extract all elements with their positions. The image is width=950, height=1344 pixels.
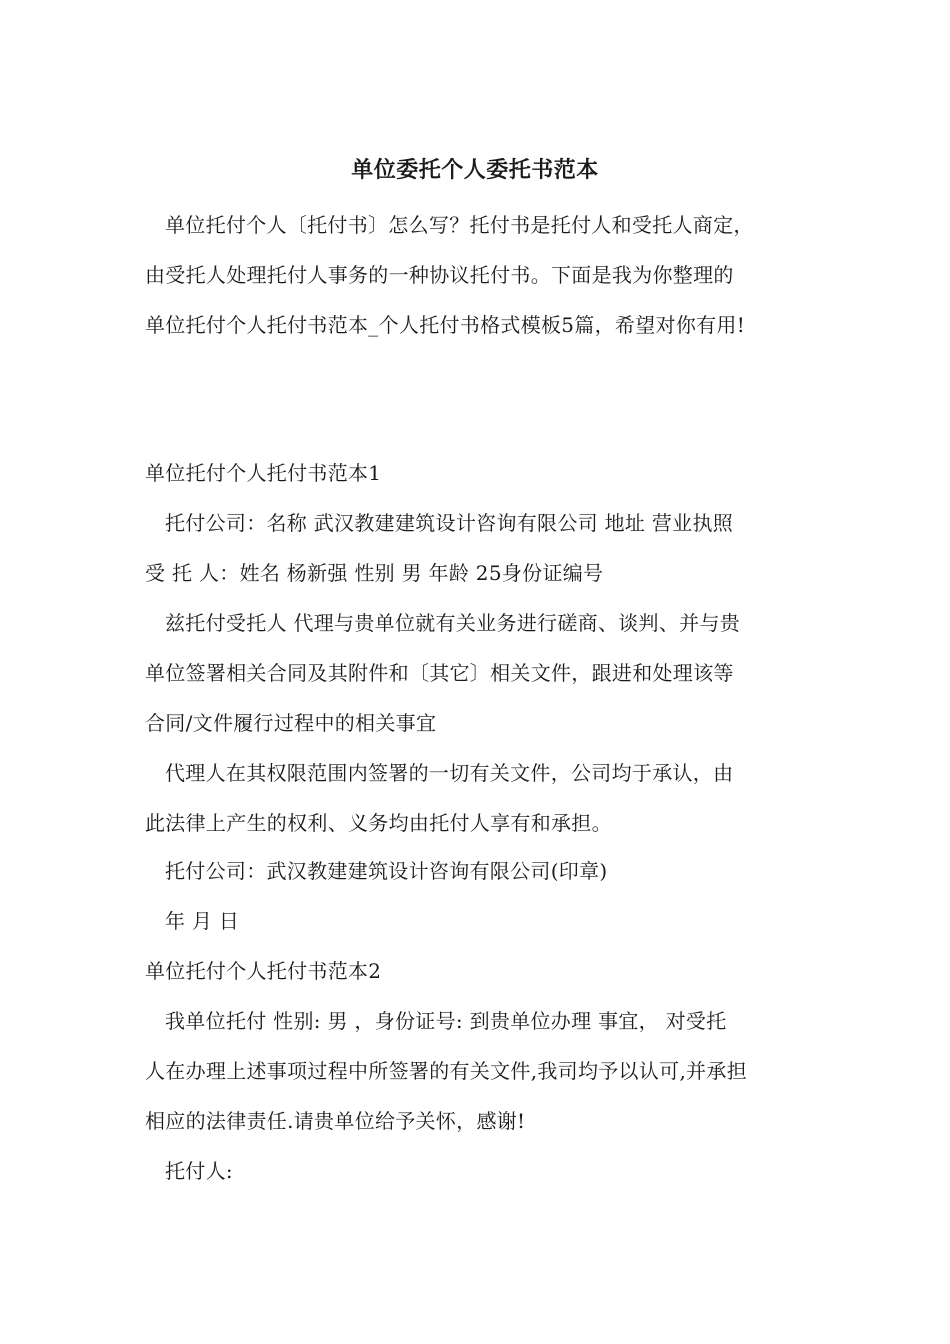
paragraph-line: 人在办理上述事项过程中所签署的有关文件,我司均予以认可,并承担 (145, 1059, 748, 1083)
paragraph-line: 托付公司：名称 武汉教建建筑设计咨询有限公司 地址 营业执照 (165, 511, 734, 535)
paragraph-line: 相应的法律责任.请贵单位给予关怀，感谢! (145, 1109, 526, 1133)
paragraph-line: 代理人在其权限范围内签署的一切有关文件，公司均于承认，由 (165, 761, 734, 785)
paragraph-line: 单位托付个人托付书范本_个人托付书格式模板5篇，希望对你有用! (145, 313, 746, 337)
paragraph-line: 由受托人处理托付人事务的一种协议托付书。下面是我为你整理的 (145, 263, 734, 287)
date-line: 年 月 日 (165, 909, 240, 933)
section-heading: 单位托付个人托付书范本1 (145, 461, 382, 485)
paragraph-line: 受 托 人：姓名 杨新强 性别 男 年龄 25身份证编号 (145, 561, 604, 585)
paragraph-line: 合同/文件履行过程中的相关事宜 (145, 711, 437, 735)
paragraph-line: 我单位托付 性别: 男 ，身份证号: 到贵单位办理 事宜， 对受托 (165, 1009, 727, 1033)
paragraph-line: 单位托付个人〔托付书〕怎么写？托付书是托付人和受托人商定， (165, 213, 754, 237)
signature-line: 托付人: (165, 1159, 233, 1183)
paragraph-line: 托付公司：武汉教建建筑设计咨询有限公司(印章) (165, 859, 608, 883)
paragraph-line: 单位签署相关合同及其附件和〔其它〕相关文件，跟进和处理该等 (145, 661, 734, 685)
paragraph-line: 兹托付受托人 代理与贵单位就有关业务进行磋商、谈判、并与贵 (165, 611, 741, 635)
document-title: 单位委托个人委托书范本 (351, 157, 599, 183)
paragraph-line: 此法律上产生的权利、义务均由托付人享有和承担。 (145, 811, 612, 835)
section-heading: 单位托付个人托付书范本2 (145, 959, 382, 983)
